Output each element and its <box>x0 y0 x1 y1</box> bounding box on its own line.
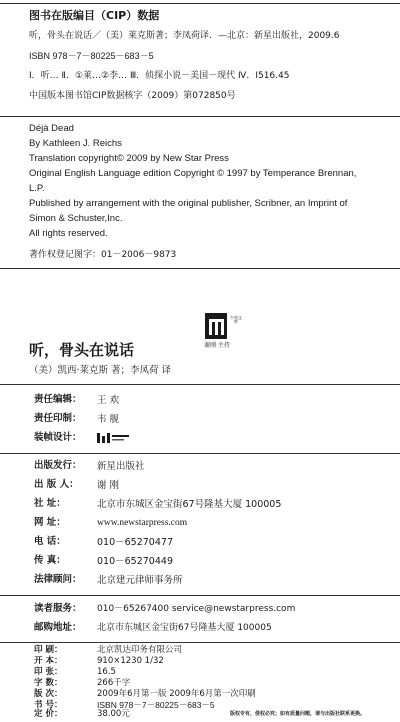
reader-service-label: 读者服务： <box>34 603 82 614</box>
design-studio-mark <box>97 432 131 444</box>
edition-value: 2009年6月第一版 2009年6月第一次印刷 <box>97 689 256 699</box>
legal-counsel-value: 北京建元律师事务所 <box>97 575 183 586</box>
publisher-label: 出版发行： <box>34 460 82 471</box>
publisher-divider <box>0 595 400 596</box>
publisher-person-label: 出 版 人： <box>34 479 79 490</box>
price-label: 定 价： <box>34 709 63 719</box>
registration-divider <box>0 268 400 269</box>
english-title: Déjà Dead <box>29 123 74 134</box>
responsible-editor-label: 责任编辑： <box>34 394 82 405</box>
imprint-logo-mark <box>205 313 227 339</box>
english-author: By Kathleen J. Reichs <box>29 138 122 149</box>
format-label: 开 本： <box>34 656 63 666</box>
editors-divider <box>0 453 400 454</box>
fax-label: 传 真： <box>34 555 66 566</box>
cip-line-3: Ⅰ．听… Ⅱ．①莱…②李… Ⅲ．侦探小说－美国－现代 Ⅳ．I516.45 <box>29 71 290 81</box>
sheets-value: 16.5 <box>97 667 116 677</box>
imprint-logo <box>205 313 247 357</box>
book-byline: （美）凯西·莱克斯 著；李凤荷 译 <box>29 365 172 376</box>
cip-isbn: ISBN 978－7－80225－683－5 <box>29 51 154 61</box>
original-copyright-cont: L.P. <box>29 183 45 194</box>
publisher-person-value: 谢 刚 <box>97 480 120 491</box>
reader-service-value: 010－65267400 service@newstarpress.com <box>97 604 296 614</box>
edition-label: 版 次： <box>34 689 63 699</box>
published-by-cont: Simon & Schuster,Inc. <box>29 213 123 224</box>
cip-line-1: 听，骨头在说话／（美）莱克斯著；李凤荷译．—北京：新星出版社，2009.6 <box>29 31 340 41</box>
printer-label: 印 刷： <box>34 645 63 655</box>
translation-copyright: Translation copyright© 2009 by New Star Press <box>29 153 229 164</box>
phone-value: 010－65270477 <box>97 537 173 548</box>
cip-divider <box>0 116 400 117</box>
top-rule <box>0 3 400 4</box>
word-count-label: 字 数： <box>34 678 63 688</box>
fax-value: 010－65270449 <box>97 556 173 567</box>
website-label: 网 址： <box>34 517 66 528</box>
original-copyright: Original English Language edition Copyright © 1997 by Temperance Brennan, <box>29 168 357 179</box>
mail-order-value: 北京市东城区金宝街67号隆基大厦 100005 <box>97 623 272 633</box>
all-rights-reserved: All rights reserved. <box>29 228 108 239</box>
website-value: www.newstarpress.com <box>97 518 188 528</box>
imprint-logo-caption: 谢刚 主持 <box>204 342 230 349</box>
book-title: 听，骨头在说话 <box>29 341 135 359</box>
imprint-logo-side-text: 午夜文库 <box>230 315 242 325</box>
rights-notice: 版权专有，侵权必究；如有质量问题，请与出版社联系更换。 <box>230 711 366 717</box>
publisher-value: 新星出版社 <box>97 461 145 472</box>
isbn-label: 书 号： <box>34 700 63 710</box>
address-label: 社 址： <box>34 498 66 509</box>
copyright-registration: 著作权登记图字：01－2006－9873 <box>29 250 177 260</box>
responsible-printing-label: 责任印制： <box>34 413 82 424</box>
isbn-value: ISBN 978－7－80225－683－5 <box>97 700 215 710</box>
cip-heading: 图书在版编目（CIP）数据 <box>29 9 160 22</box>
printer-value: 北京凯达印务有限公司 <box>97 645 183 655</box>
phone-label: 电 话： <box>34 536 66 547</box>
reader-divider <box>0 642 400 643</box>
price-value: 38.00元 <box>97 709 130 719</box>
sheets-label: 印 张： <box>34 667 63 677</box>
word-count-value: 266千字 <box>97 678 131 688</box>
cip-line-4: 中国版本图书馆CIP数据核字（2009）第072850号 <box>29 91 236 101</box>
mail-order-label: 邮购地址： <box>34 622 82 633</box>
address-value: 北京市东城区金宝街67号隆基大厦 100005 <box>97 499 282 510</box>
title-divider <box>0 384 400 385</box>
legal-counsel-label: 法律顾问： <box>34 574 82 585</box>
published-by: Published by arrangement with the original publisher, Scribner, an Imprint of <box>29 198 348 209</box>
responsible-editor-value: 王 欢 <box>97 395 120 406</box>
format-value: 910×1230 1/32 <box>97 656 164 666</box>
design-label: 装帧设计： <box>34 432 82 443</box>
responsible-printing-value: 韦 舰 <box>97 414 120 425</box>
